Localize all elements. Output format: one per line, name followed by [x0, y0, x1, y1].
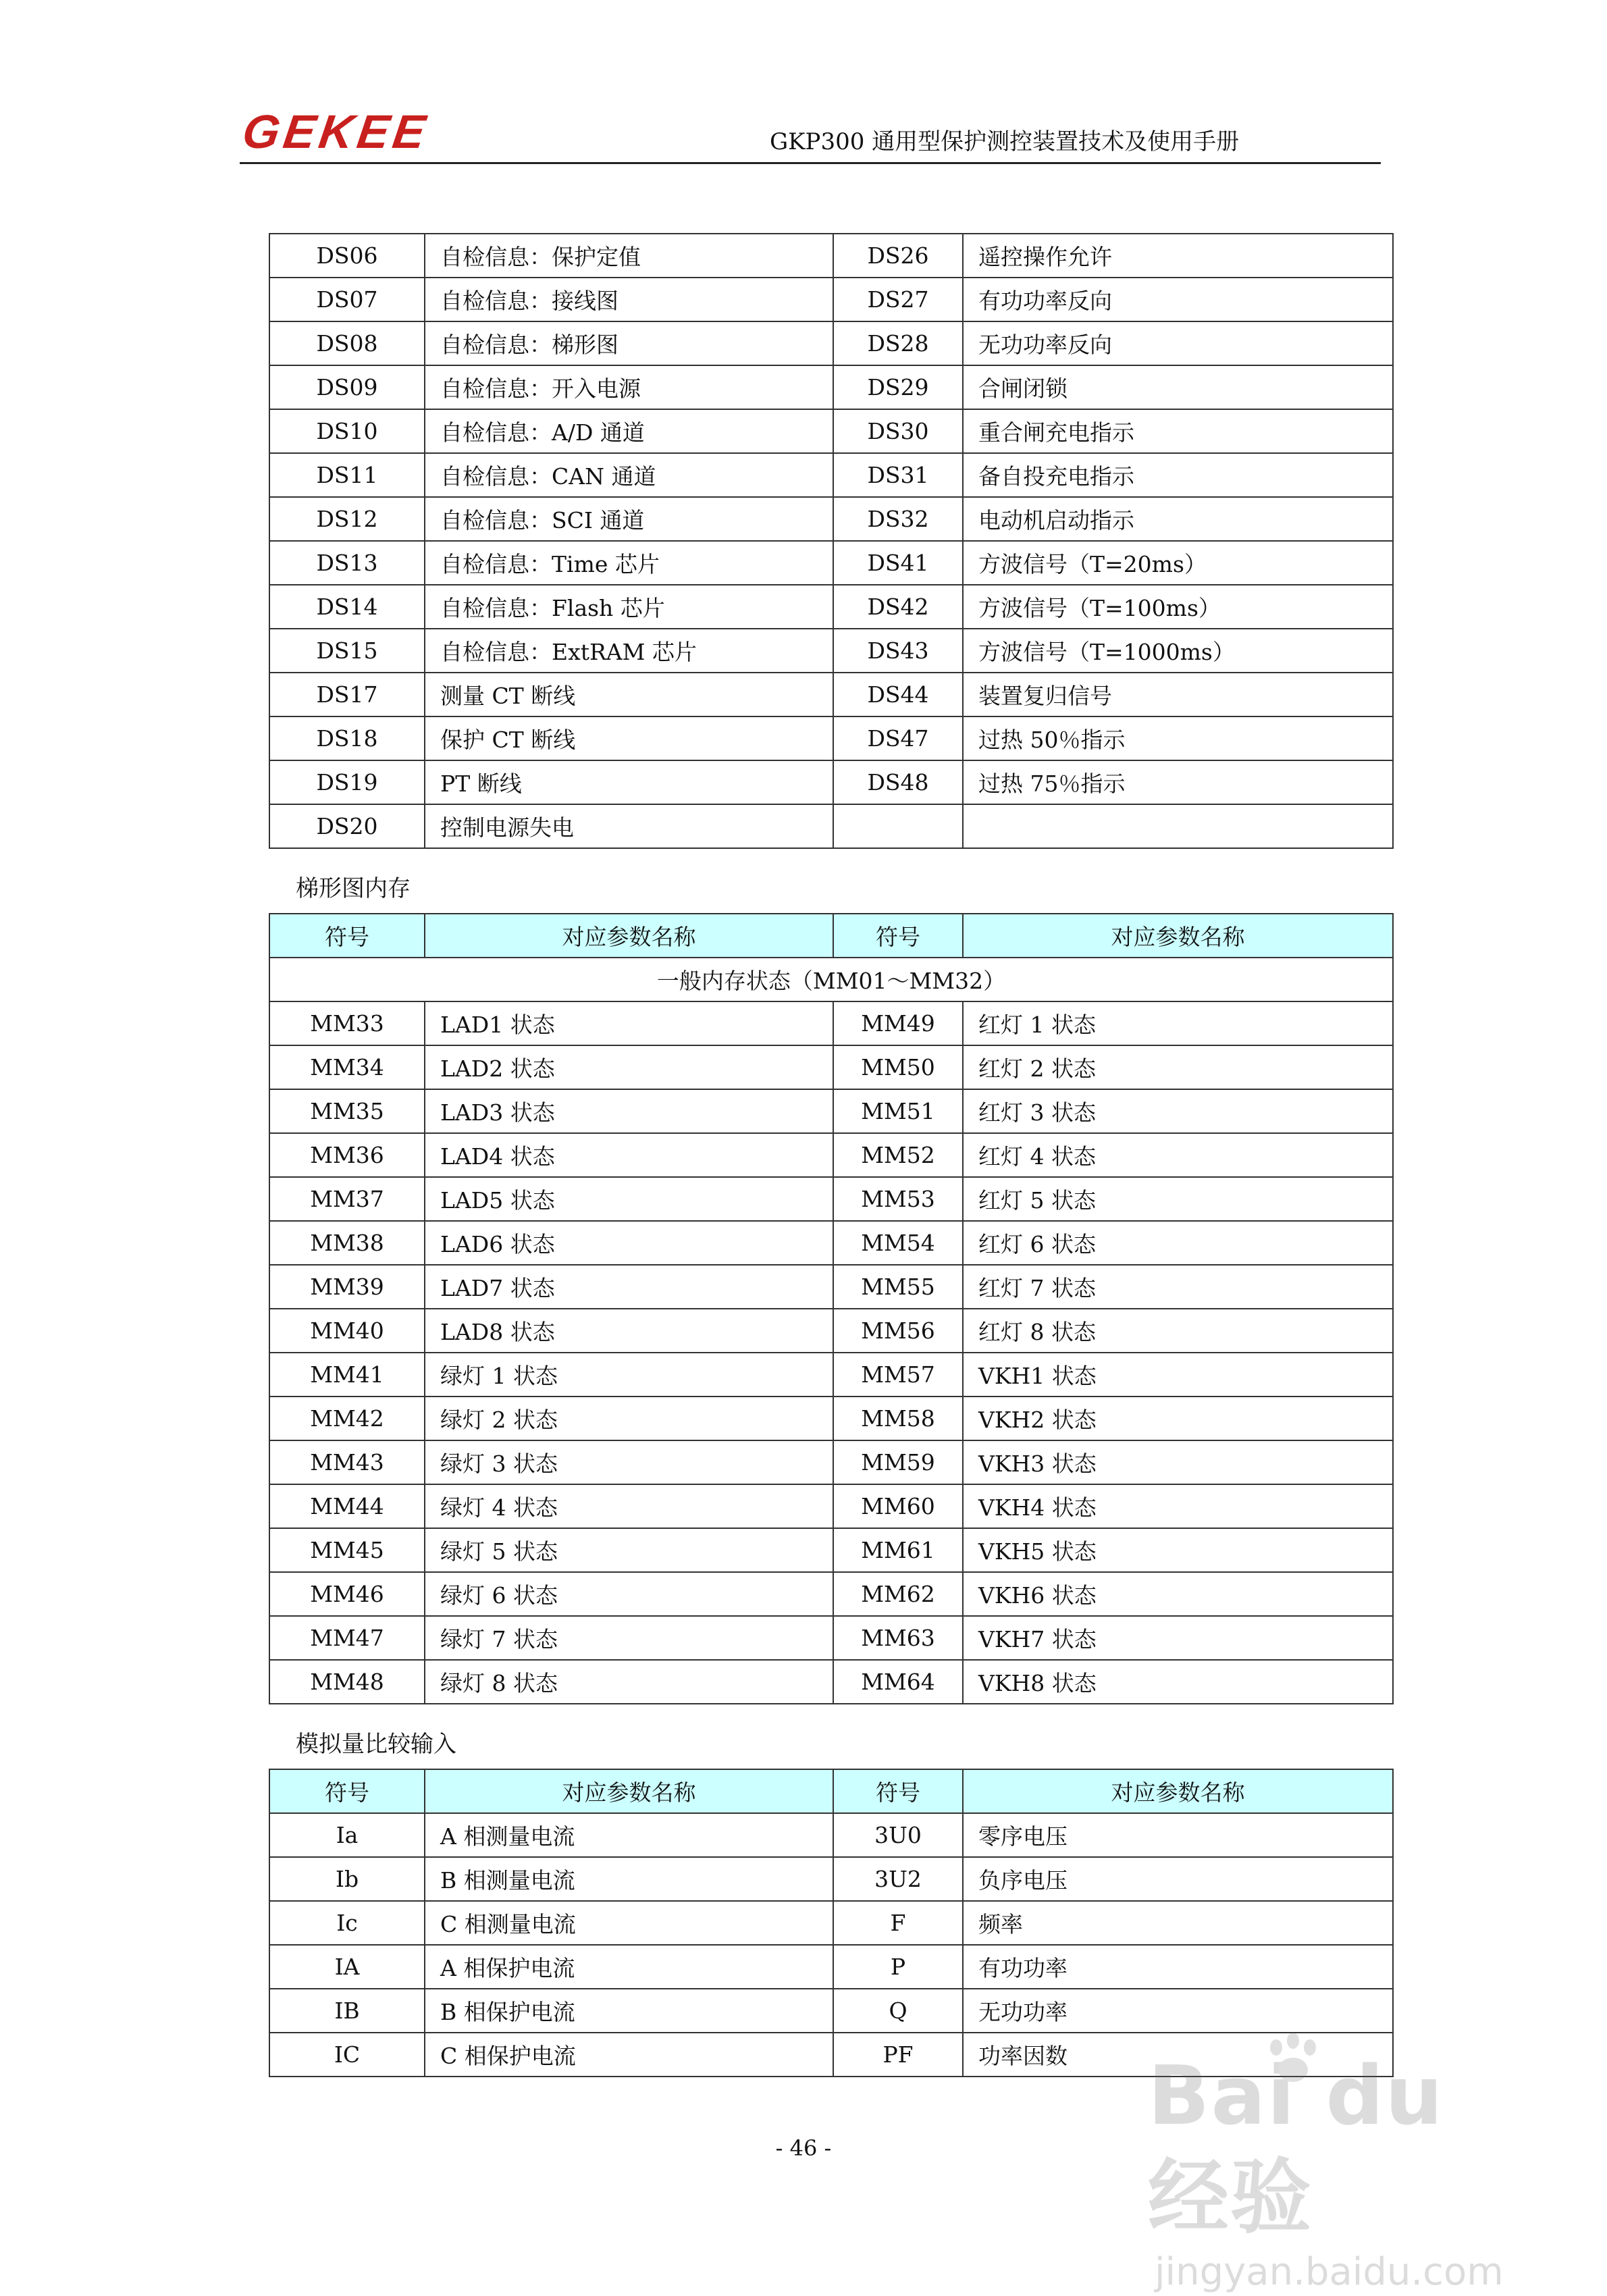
symbol-cell: DS29 — [833, 365, 963, 409]
param-name-cell: A 相保护电流 — [425, 1945, 833, 1989]
symbol-cell: MM35 — [269, 1089, 425, 1133]
table-row — [269, 365, 1393, 409]
gekee-logo: GEKEE — [239, 105, 433, 158]
ladder-memory-table — [269, 913, 1394, 1704]
table-row — [269, 1133, 1393, 1177]
symbol-cell: DS20 — [269, 804, 425, 848]
param-name-cell: 自检信息：Time 芯片 — [425, 541, 833, 585]
param-name-cell: 过热 75％指示 — [963, 760, 1393, 804]
symbol-cell: IC — [269, 2033, 425, 2077]
symbol-cell: F — [833, 1901, 963, 1945]
symbol-cell: MM50 — [833, 1045, 963, 1089]
symbol-cell: MM43 — [269, 1440, 425, 1484]
symbol-cell: MM64 — [833, 1660, 963, 1704]
table-row — [269, 1177, 1393, 1221]
symbol-cell: MM41 — [269, 1353, 425, 1397]
param-name-cell: 方波信号（T=1000ms） — [963, 629, 1393, 673]
table-row — [269, 1440, 1393, 1484]
param-name-cell: B 相保护电流 — [425, 1989, 833, 2033]
table-row — [269, 1484, 1393, 1528]
symbol-cell: Ia — [269, 1813, 425, 1857]
param-name-cell: 有功功率反向 — [963, 278, 1393, 321]
symbol-cell: MM58 — [833, 1397, 963, 1440]
table-row — [269, 1857, 1393, 1901]
header-symbol: 符号 — [833, 914, 963, 958]
param-name-cell: VKH6 状态 — [963, 1572, 1393, 1616]
table-row — [269, 234, 1393, 278]
param-name-cell: LAD3 状态 — [425, 1089, 833, 1133]
symbol-cell: 3U2 — [833, 1857, 963, 1901]
param-name-cell: LAD5 状态 — [425, 1177, 833, 1221]
param-name-cell: LAD8 状态 — [425, 1309, 833, 1353]
param-name-cell: 电动机启动指示 — [963, 497, 1393, 541]
symbol-cell: DS13 — [269, 541, 425, 585]
param-name-cell: 测量 CT 断线 — [425, 673, 833, 716]
param-name-cell: 红灯 4 状态 — [963, 1133, 1393, 1177]
table-row — [269, 1813, 1393, 1857]
table-row — [269, 1901, 1393, 1945]
table-row — [269, 1045, 1393, 1089]
param-name-cell: 绿灯 2 状态 — [425, 1397, 833, 1440]
table-row — [269, 716, 1393, 760]
symbol-cell: MM51 — [833, 1089, 963, 1133]
table-row — [269, 278, 1393, 321]
symbol-cell: MM47 — [269, 1616, 425, 1660]
table-row — [269, 1089, 1393, 1133]
symbol-cell: DS19 — [269, 760, 425, 804]
param-name-cell: LAD4 状态 — [425, 1133, 833, 1177]
symbol-cell: DS41 — [833, 541, 963, 585]
param-name-cell: LAD1 状态 — [425, 1001, 833, 1045]
table-span-row — [269, 958, 1393, 1001]
table-row — [269, 673, 1393, 716]
symbol-cell: DS47 — [833, 716, 963, 760]
symbol-cell: MM38 — [269, 1221, 425, 1265]
symbol-cell: MM48 — [269, 1660, 425, 1704]
symbol-cell: P — [833, 1945, 963, 1989]
symbol-cell: PF — [833, 2033, 963, 2077]
param-name-cell: 保护 CT 断线 — [425, 716, 833, 760]
symbol-cell: DS31 — [833, 453, 963, 497]
symbol-cell: MM34 — [269, 1045, 425, 1089]
param-name-cell: B 相测量电流 — [425, 1857, 833, 1901]
symbol-cell: MM57 — [833, 1353, 963, 1397]
table-row — [269, 541, 1393, 585]
table-row — [269, 1353, 1393, 1397]
param-name-cell: VKH8 状态 — [963, 1660, 1393, 1704]
table-row — [269, 1528, 1393, 1572]
symbol-cell: Q — [833, 1989, 963, 2033]
param-name-cell: LAD7 状态 — [425, 1265, 833, 1309]
symbol-cell: DS28 — [833, 321, 963, 365]
param-name-cell: 控制电源失电 — [425, 804, 833, 848]
symbol-cell: DS44 — [833, 673, 963, 716]
table-row — [269, 1572, 1393, 1616]
symbol-cell: MM40 — [269, 1309, 425, 1353]
symbol-cell: DS11 — [269, 453, 425, 497]
table-row — [269, 409, 1393, 453]
param-name-cell: 过热 50％指示 — [963, 716, 1393, 760]
symbol-cell: DS14 — [269, 585, 425, 629]
symbol-cell: MM44 — [269, 1484, 425, 1528]
param-name-cell: VKH5 状态 — [963, 1528, 1393, 1572]
param-name-cell: VKH1 状态 — [963, 1353, 1393, 1397]
param-name-cell: 自检信息：ExtRAM 芯片 — [425, 629, 833, 673]
symbol-cell: MM55 — [833, 1265, 963, 1309]
table-header-row — [269, 914, 1393, 958]
symbol-cell: DS43 — [833, 629, 963, 673]
document-title: GKP300 通用型保护测控装置技术及使用手册 — [770, 128, 1240, 155]
symbol-cell: DS08 — [269, 321, 425, 365]
table-row — [269, 760, 1393, 804]
param-name-cell: 绿灯 3 状态 — [425, 1440, 833, 1484]
param-name-cell: 红灯 7 状态 — [963, 1265, 1393, 1309]
param-name-cell: LAD6 状态 — [425, 1221, 833, 1265]
param-name-cell: 绿灯 6 状态 — [425, 1572, 833, 1616]
param-name-cell: 绿灯 5 状态 — [425, 1528, 833, 1572]
table-row — [269, 497, 1393, 541]
ladder-memory-table-body — [269, 958, 1393, 1704]
param-name-cell: C 相测量电流 — [425, 1901, 833, 1945]
symbol-cell: Ic — [269, 1901, 425, 1945]
symbol-cell: MM45 — [269, 1528, 425, 1572]
param-name-cell: C 相保护电流 — [425, 2033, 833, 2077]
symbol-cell: DS07 — [269, 278, 425, 321]
watermark-main-text: Bai du 经验 — [1148, 2050, 1444, 2245]
symbol-cell: MM49 — [833, 1001, 963, 1045]
param-name-cell: 红灯 8 状态 — [963, 1309, 1393, 1353]
param-name-cell: 功率因数 — [963, 2033, 1393, 2077]
param-name-cell: 自检信息：CAN 通道 — [425, 453, 833, 497]
table-row — [269, 629, 1393, 673]
symbol-cell: MM39 — [269, 1265, 425, 1309]
baidu-jingyan-watermark — [1148, 2046, 1526, 2294]
param-name-cell: 遥控操作允许 — [963, 234, 1393, 278]
header-param-name: 对应参数名称 — [425, 914, 833, 958]
symbol-cell: DS48 — [833, 760, 963, 804]
symbol-cell: MM52 — [833, 1133, 963, 1177]
param-name-cell: 方波信号（T=100ms） — [963, 585, 1393, 629]
table-row — [269, 1309, 1393, 1353]
symbol-cell: DS42 — [833, 585, 963, 629]
symbol-cell: DS06 — [269, 234, 425, 278]
param-name-cell: 自检信息：接线图 — [425, 278, 833, 321]
param-name-cell: 自检信息：SCI 通道 — [425, 497, 833, 541]
symbol-cell: MM42 — [269, 1397, 425, 1440]
param-name-cell: VKH2 状态 — [963, 1397, 1393, 1440]
symbol-cell: DS12 — [269, 497, 425, 541]
header-param-name: 对应参数名称 — [963, 914, 1393, 958]
symbol-cell: MM61 — [833, 1528, 963, 1572]
param-name-cell: 有功功率 — [963, 1945, 1393, 1989]
param-name-cell: 红灯 2 状态 — [963, 1045, 1393, 1089]
param-name-cell: 红灯 1 状态 — [963, 1001, 1393, 1045]
param-name-cell: 自检信息：Flash 芯片 — [425, 585, 833, 629]
table-row — [269, 1397, 1393, 1440]
param-name-cell: VKH7 状态 — [963, 1616, 1393, 1660]
param-name-cell: 自检信息：保护定值 — [425, 234, 833, 278]
table-header-row — [269, 1769, 1393, 1813]
paw-icon — [1263, 2033, 1323, 2087]
watermark-url-text: jingyan.baidu.com — [1155, 2250, 1504, 2294]
param-name-cell: 自检信息：开入电源 — [425, 365, 833, 409]
param-name-cell: 自检信息：A/D 通道 — [425, 409, 833, 453]
page-number: - 46 - — [775, 2135, 832, 2161]
param-name-cell: 装置复归信号 — [963, 673, 1393, 716]
table-row — [269, 1001, 1393, 1045]
status-signal-table — [269, 233, 1394, 849]
symbol-cell: MM53 — [833, 1177, 963, 1221]
symbol-cell: IA — [269, 1945, 425, 1989]
symbol-cell: DS32 — [833, 497, 963, 541]
symbol-cell: DS17 — [269, 673, 425, 716]
symbol-cell: DS30 — [833, 409, 963, 453]
param-name-cell: 零序电压 — [963, 1813, 1393, 1857]
analog-compare-table — [269, 1769, 1394, 2077]
param-name-cell: LAD2 状态 — [425, 1045, 833, 1089]
table-row — [269, 453, 1393, 497]
param-name-cell: 无功功率反向 — [963, 321, 1393, 365]
symbol-cell — [833, 804, 963, 848]
header-param-name: 对应参数名称 — [963, 1769, 1393, 1813]
symbol-cell: MM60 — [833, 1484, 963, 1528]
table-row — [269, 804, 1393, 848]
param-name-cell: VKH4 状态 — [963, 1484, 1393, 1528]
status-signal-table-body — [269, 234, 1393, 848]
symbol-cell: DS15 — [269, 629, 425, 673]
symbol-cell: MM63 — [833, 1616, 963, 1660]
param-name-cell: 绿灯 7 状态 — [425, 1616, 833, 1660]
param-name-cell: 红灯 3 状态 — [963, 1089, 1393, 1133]
param-name-cell: 绿灯 1 状态 — [425, 1353, 833, 1397]
table-row — [269, 1616, 1393, 1660]
general-memory-state-cell: 一般内存状态（MM01～MM32） — [269, 958, 1393, 1001]
symbol-cell: Ib — [269, 1857, 425, 1901]
param-name-cell: 方波信号（T=20ms） — [963, 541, 1393, 585]
symbol-cell: DS26 — [833, 234, 963, 278]
header-divider — [240, 162, 1381, 164]
param-name-cell: VKH3 状态 — [963, 1440, 1393, 1484]
analog-compare-table-body — [269, 1813, 1393, 2077]
param-name-cell: 绿灯 4 状态 — [425, 1484, 833, 1528]
table-row — [269, 585, 1393, 629]
symbol-cell: DS18 — [269, 716, 425, 760]
param-name-cell: 重合闸充电指示 — [963, 409, 1393, 453]
param-name-cell: 红灯 5 状态 — [963, 1177, 1393, 1221]
param-name-cell: 无功功率 — [963, 1989, 1393, 2033]
header-param-name: 对应参数名称 — [425, 1769, 833, 1813]
header-symbol: 符号 — [269, 1769, 425, 1813]
symbol-cell: MM46 — [269, 1572, 425, 1616]
symbol-cell: MM62 — [833, 1572, 963, 1616]
symbol-cell: 3U0 — [833, 1813, 963, 1857]
symbol-cell: MM36 — [269, 1133, 425, 1177]
symbol-cell: DS27 — [833, 278, 963, 321]
param-name-cell: 绿灯 8 状态 — [425, 1660, 833, 1704]
section-title-analog-compare: 模拟量比较输入 — [296, 1731, 456, 1758]
param-name-cell: 红灯 6 状态 — [963, 1221, 1393, 1265]
symbol-cell: MM33 — [269, 1001, 425, 1045]
symbol-cell: MM54 — [833, 1221, 963, 1265]
param-name-cell: 合闸闭锁 — [963, 365, 1393, 409]
table-row — [269, 1221, 1393, 1265]
symbol-cell: MM59 — [833, 1440, 963, 1484]
symbol-cell: MM37 — [269, 1177, 425, 1221]
param-name-cell: 自检信息：梯形图 — [425, 321, 833, 365]
symbol-cell: DS10 — [269, 409, 425, 453]
param-name-cell: A 相测量电流 — [425, 1813, 833, 1857]
header-symbol: 符号 — [833, 1769, 963, 1813]
symbol-cell: DS09 — [269, 365, 425, 409]
param-name-cell: 备自投充电指示 — [963, 453, 1393, 497]
symbol-cell: MM56 — [833, 1309, 963, 1353]
table-row — [269, 1945, 1393, 1989]
param-name-cell: PT 断线 — [425, 760, 833, 804]
param-name-cell — [963, 804, 1393, 848]
table-row — [269, 1265, 1393, 1309]
param-name-cell: 负序电压 — [963, 1857, 1393, 1901]
header-symbol: 符号 — [269, 914, 425, 958]
table-row — [269, 321, 1393, 365]
section-title-ladder-memory: 梯形图内存 — [296, 875, 411, 902]
symbol-cell: IB — [269, 1989, 425, 2033]
table-row — [269, 1660, 1393, 1704]
param-name-cell: 频率 — [963, 1901, 1393, 1945]
table-row — [269, 1989, 1393, 2033]
